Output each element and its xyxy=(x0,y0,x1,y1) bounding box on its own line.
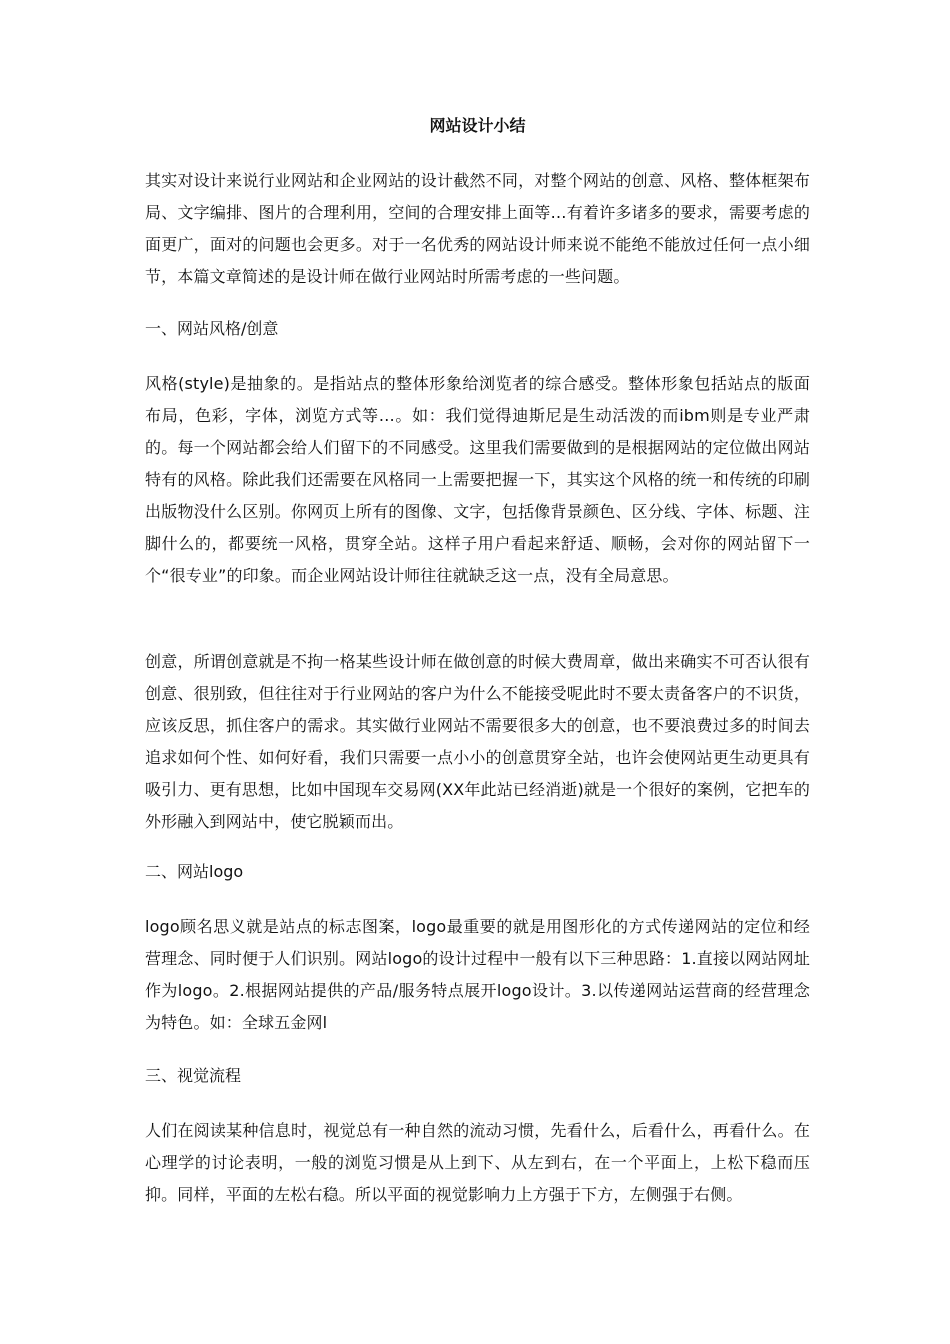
creativity-paragraph: 创意，所谓创意就是不拘一格某些设计师在做创意的时候大费周章，做出来确实不可否认很有创意、很别致，但往往对于行业网站的客户为什么不能接受呢此时不要太责备客户的不识货，应该反思，抓住客户的需求。其实做行业网站不需要很多大的创意，也不要浪费过多的时间去追求如何个性、如何好看，我们只需要一点小小的创意贯穿全站，也许会使网站更生动更具有吸引力、更有思想，比如中国现车交易网(XX年此站已经消逝)就是一个很好的案例，它把车的外形融入到网站中，使它脱颖而出。 xyxy=(145,652,810,831)
document-title: 网站设计小结 xyxy=(429,116,526,135)
visual-flow-paragraph: 人们在阅读某种信息时，视觉总有一种自然的流动习惯，先看什么，后看什么，再看什么。在心理学的讨论表明，一般的浏览习惯是从上到下、从左到右，在一个平面上，上松下稳而压抑。同样，平面的左松右稳。所以平面的视觉影响力上方强于下方，左侧强于右侧。 xyxy=(145,1121,810,1204)
style-paragraph: 风格(style)是抽象的。是指站点的整体形象给浏览者的综合感受。整体形象包括站点的版面布局，色彩，字体，浏览方式等…。如：我们觉得迪斯尼是生动活泼的而ibm则是专业严肃的。每一个网站都会给人们留下的不同感受。这里我们需要做到的是根据网站的定位做出网站特有的风格。除此我们还需要在风格同一上需要把握一下，其实这个风格的统一和传统的印刷出版物没什么区别。你网页上所有的图像、文字，包括像背景颜色、区分线、字体、标题、注脚什么的，都要统一风格，贯穿全站。这样子用户看起来舒适、顺畅，会对你的网站留下一个“很专业”的印象。而企业网站设计师往往就缺乏这一点，没有全局意思。 xyxy=(145,374,810,585)
logo-paragraph: logo顾名思义就是站点的标志图案，logo最重要的就是用图形化的方式传递网站的定位和经营理念、同时便于人们识别。网站logo的设计过程中一般有以下三种思路：1.直接以网站网址作为logo。2.根据网站提供的产品/服务特点展开logo设计。3.以传递网站运营商的经营理念为特色。如：全球五金网l xyxy=(145,917,810,1032)
section-heading-visual-flow: 三、视觉流程 xyxy=(145,1066,242,1085)
section-heading-logo: 二、网站logo xyxy=(145,862,244,881)
intro-paragraph: 其实对设计来说行业网站和企业网站的设计截然不同，对整个网站的创意、风格、整体框架布局、文字编排、图片的合理利用，空间的合理安排上面等…有着许多诸多的要求，需要考虑的面更广，面对的问题也会更多。对于一名优秀的网站设计师来说不能绝不能放过任何一点小细节，本篇文章简述的是设计师在做行业网站时所需考虑的一些问题。 xyxy=(145,171,810,286)
section-heading-style-creativity: 一、网站风格/创意 xyxy=(145,319,279,338)
